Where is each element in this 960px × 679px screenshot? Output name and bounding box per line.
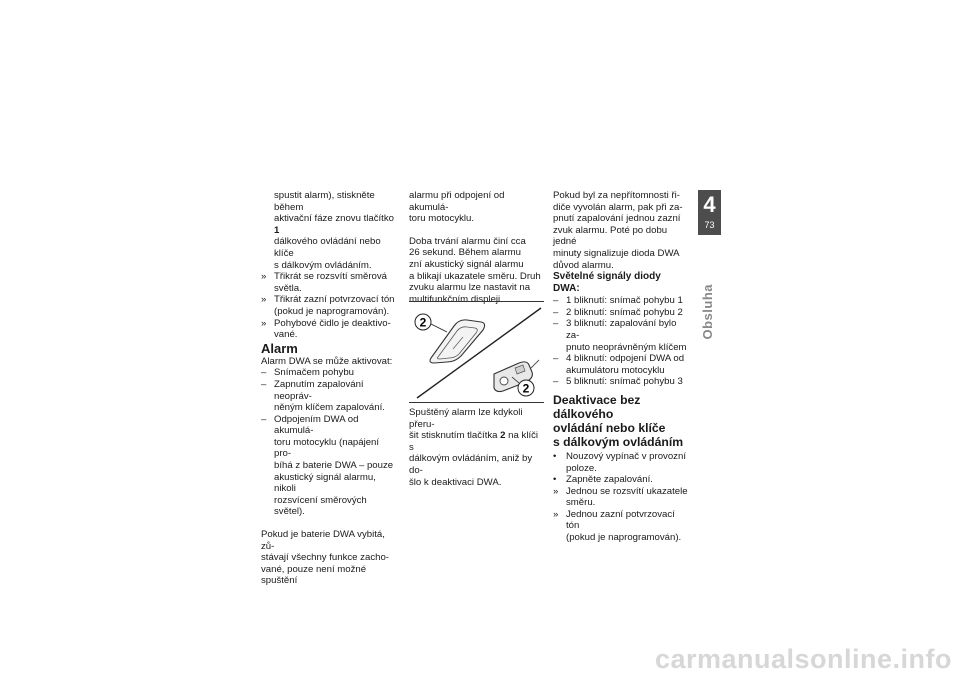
page-number: 73 <box>704 220 715 230</box>
result-marker: » <box>261 294 267 306</box>
signal-item-5: – 5 bliknutí: snímač pohybu 3 <box>553 376 683 388</box>
signal-item-3: – 3 bliknutí: zapalování bylo za- pnuto neoprávněným klíčem <box>553 318 687 353</box>
alarm-intro: Alarm DWA se může aktivovat: <box>261 355 393 367</box>
column-2 <box>409 190 544 305</box>
signal-item-1: – 1 bliknutí: snímač pohybu 1 <box>553 295 683 307</box>
result-marker: » <box>261 271 267 283</box>
deactivation-heading: Deaktivace bez dálkového ovládání nebo klíče s dálkovým ovládáním <box>553 392 684 449</box>
alarm-heading: Alarm <box>261 340 298 356</box>
dash-marker: – <box>261 367 267 379</box>
result-item-2: » Třikrát zazní potvrzovací tón (pokud je naprogramován). <box>261 294 395 317</box>
callout-label-1: 2 <box>419 315 427 330</box>
chapter-tab <box>698 190 721 235</box>
step-item-1: • Nouzový vypínač v provozní poloze. <box>553 450 686 474</box>
signal-item-4: – 4 bliknutí: odpojení DWA od akumulátoru motocyklu <box>553 353 685 376</box>
step-result-2: » Jednou zazní potvrzovací tón (pokud je naprogramován). <box>553 508 682 544</box>
section-title: Obsluha <box>700 284 715 340</box>
continuation-paragraph: alarmu při odpojení od akumulá- toru motocyklu. <box>409 190 505 225</box>
duration-paragraph: Doba trvání alarmu činí cca 26 sekund. Během alarmu zní akustický signál alarmu a blikají ukazatele směru. Druh zvuku alarmu lze nastavit na multifunkčním displeji. <box>409 235 541 305</box>
key-illustration <box>409 302 544 402</box>
figure-caption: Spuštěný alarm lze kdykoli přeru- šit stisknutím tlačítka 2 na klíči s dálkovým ovládáním, aniž by do- šlo k deaktivaci DWA. <box>409 407 539 488</box>
dash-marker: – <box>261 413 267 425</box>
result-marker: » <box>553 485 559 497</box>
result-item-1: » Třikrát se rozsvítí směrová světla. <box>261 271 388 294</box>
callout-leader-1 <box>431 324 447 332</box>
step-result-1: » Jednou se rozsvítí ukazatele směru. <box>553 485 688 509</box>
dash-marker: – <box>553 295 559 307</box>
dash-marker: – <box>261 378 267 390</box>
dash-marker: – <box>553 376 559 388</box>
button-number: 1 <box>274 224 280 236</box>
dash-marker: – <box>553 318 559 330</box>
callout-label-2: 2 <box>522 381 530 396</box>
column-3 <box>553 190 688 544</box>
result-marker: » <box>261 317 267 329</box>
signal-item-2: – 2 bliknutí: snímač pohybu 2 <box>553 306 683 318</box>
remote-fob-icon <box>430 320 485 363</box>
dash-marker: – <box>553 306 559 318</box>
alarm-trigger-2: – Zapnutím zapalování neopráv- něným klíčem zapalování. <box>261 378 385 414</box>
dash-marker: – <box>553 353 559 365</box>
step-item-2: • Zapněte zapalování. <box>553 474 653 486</box>
chapter-number: 4 <box>703 192 716 217</box>
alarm-trigger-3: – Odpojením DWA od akumulá- toru motocyklu (napájení pro- bíhá z baterie DWA – pouze akustický signál alarmu, nikoli rozsvícení směrových světel). <box>261 413 394 518</box>
remote-key-figure <box>409 301 544 403</box>
result-item-3: » Pohybové čidlo je deaktivo- vané. <box>261 317 391 341</box>
signals-heading: Světelné signály diody DWA: <box>553 271 661 295</box>
battery-paragraph: Pokud je baterie DWA vybitá, zů- stávají všechny funkce zacho- vané, pouze není možné spuštění <box>261 529 389 587</box>
alarm-recorded-paragraph: Pokud byl za nepřítomnosti ři- diče vyvolán alarm, pak při za- pnutí zapalování jednou zazní zvuk alarmu. Poté po dobu jedné minuty signalizuje dioda DWA důvod alarmu. <box>553 190 683 271</box>
bullet-marker: • <box>553 474 557 486</box>
result-marker: » <box>553 508 559 520</box>
alarm-trigger-1: – Snímačem pohybu <box>261 367 354 379</box>
column-1 <box>261 190 396 587</box>
watermark: carmanualsonline.info <box>654 644 952 674</box>
intro-text: spustit alarm), stiskněte během aktivační fáze znovu tlačítko 1 dálkového ovládání nebo klíče s dálkovým ovládáním. <box>274 190 394 271</box>
caption-button-number: 2 <box>500 430 506 442</box>
bullet-marker: • <box>553 450 557 462</box>
